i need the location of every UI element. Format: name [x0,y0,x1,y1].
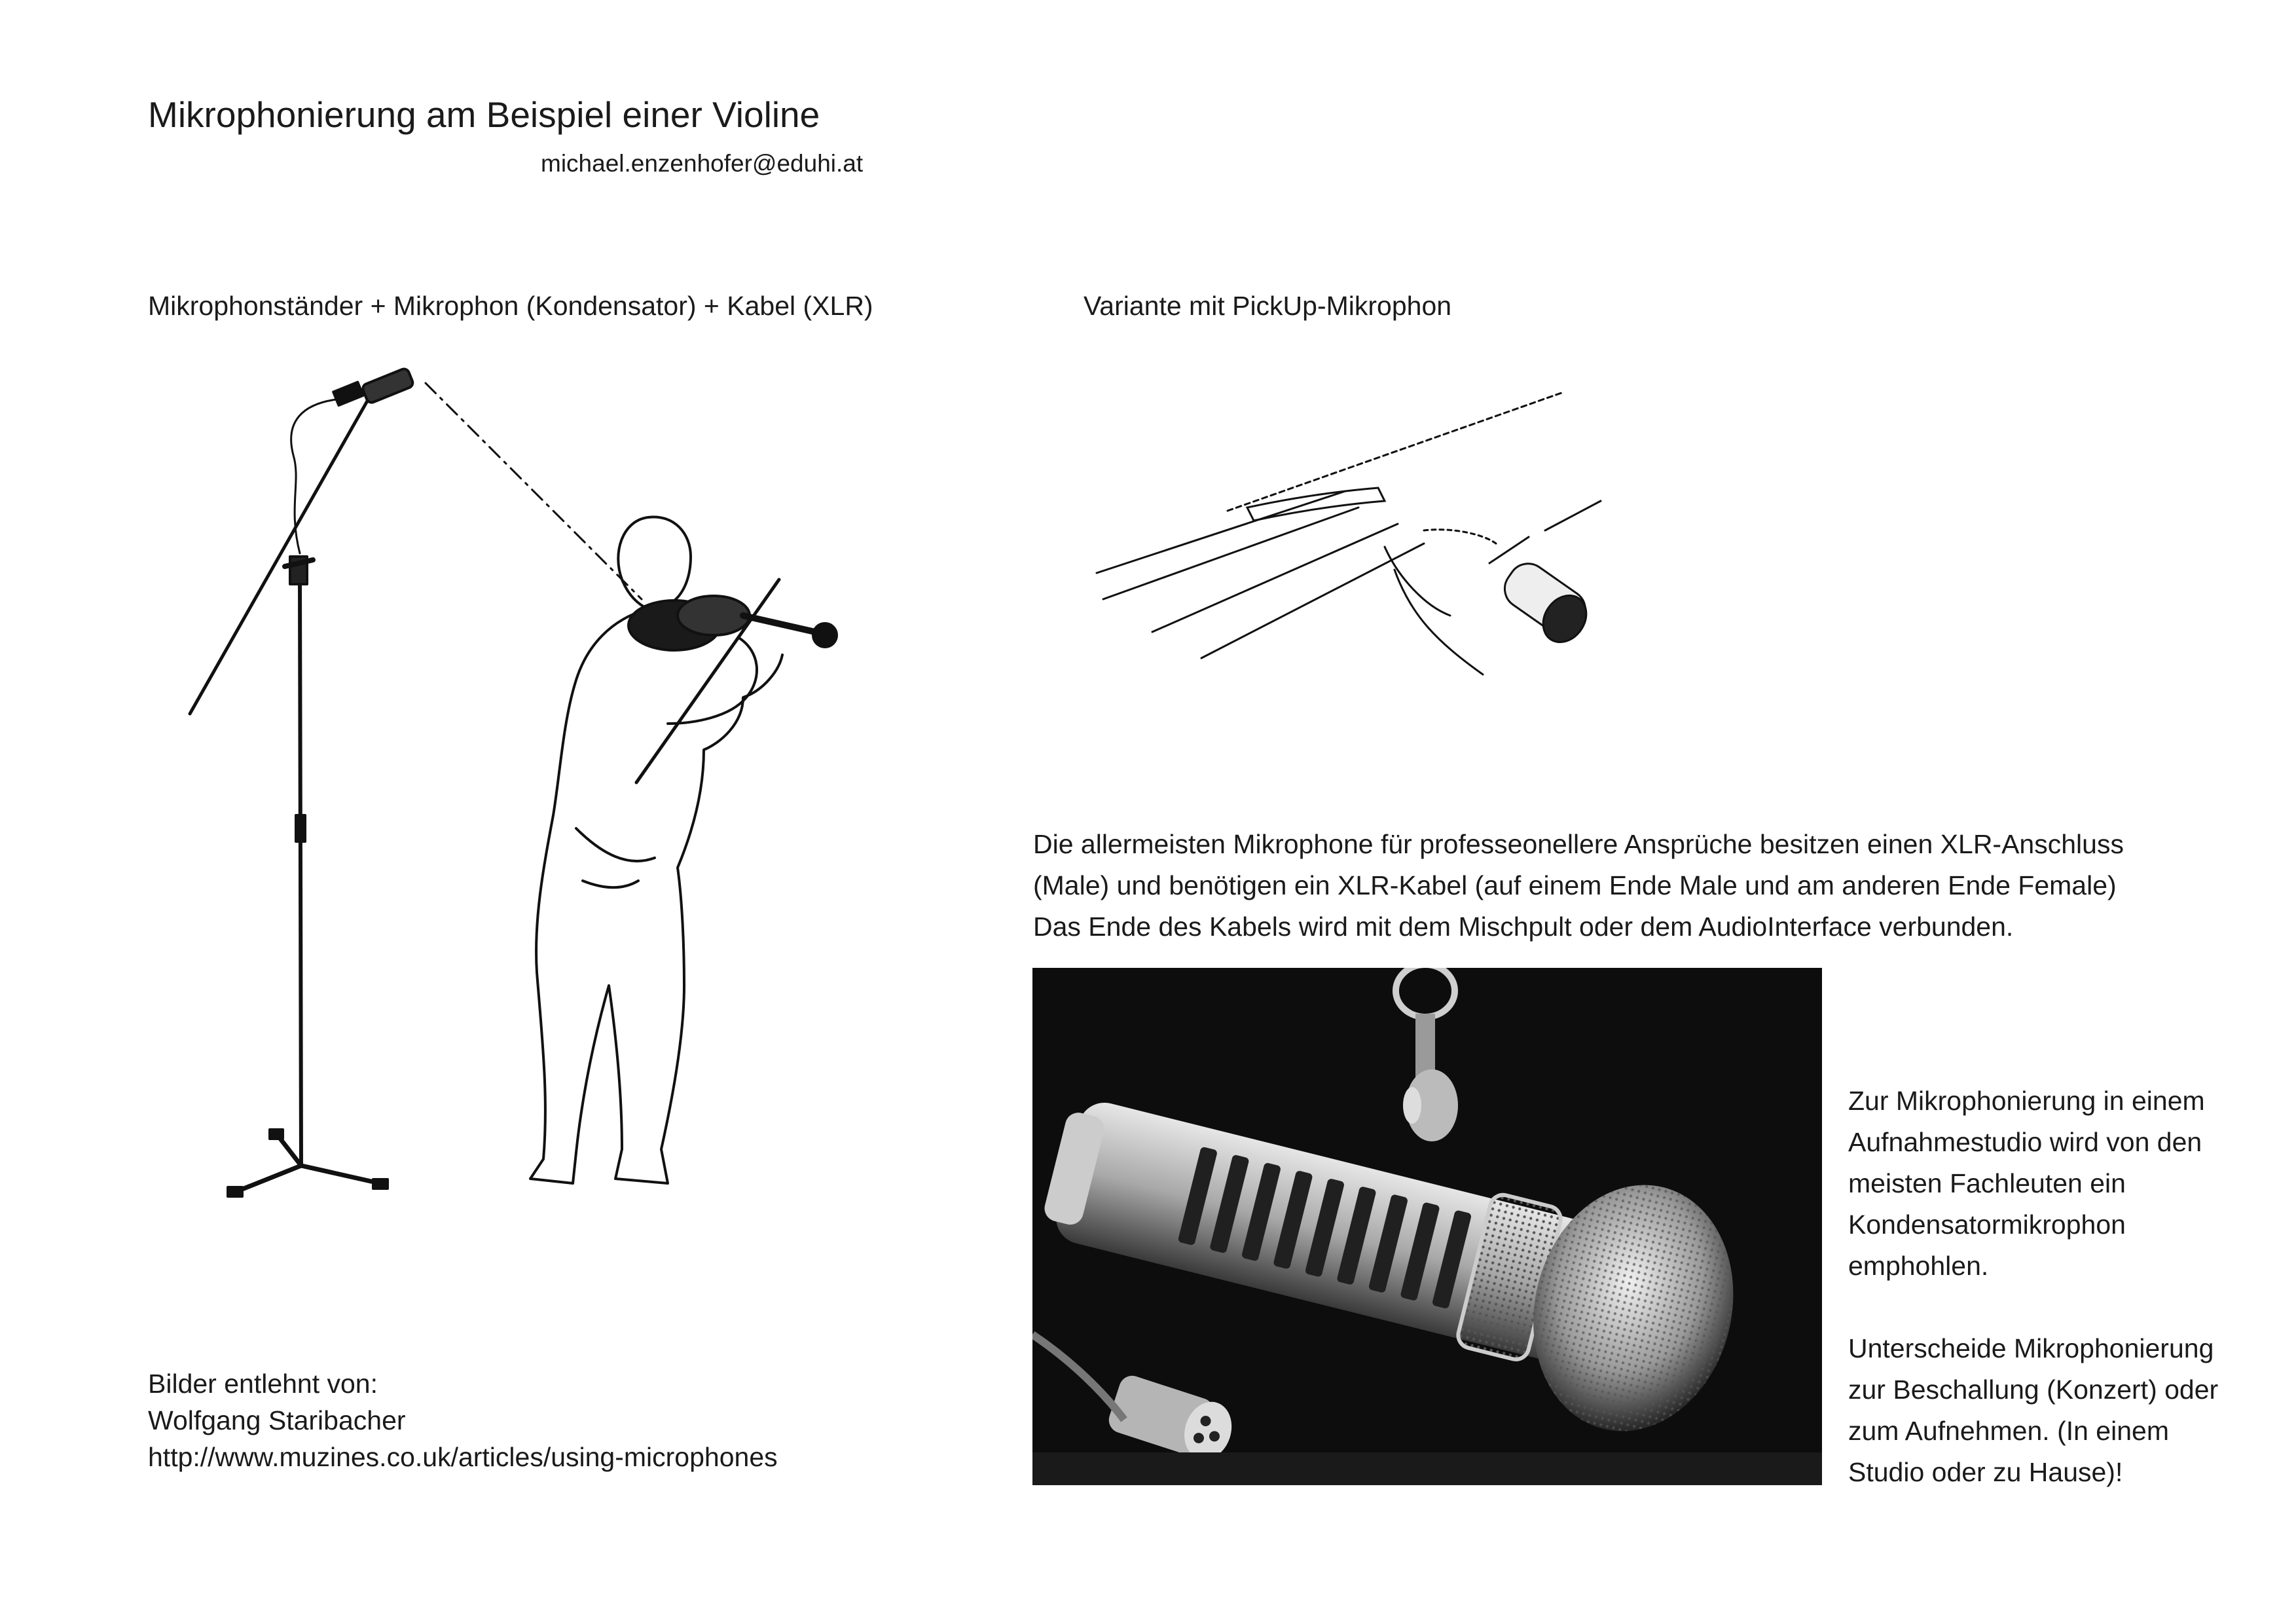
image-credits [148,1365,778,1475]
credits-url-link[interactable]: http://www.muzines.co.uk/articles/using-microphones [148,1442,778,1472]
side-text-line: Kondensatormikrophon [1848,1209,2126,1240]
violinist-with-mic-stand-illustration [151,357,871,1293]
pickup-microphone-illustration [1031,367,1620,694]
side-text-line: meisten Fachleuten ein [1848,1168,2126,1198]
paragraph-line: (Male) und benötigen ein XLR-Kabel (auf einem Ende Male und am anderen Ende Female) [1033,870,2117,900]
condenser-microphone-photo [1032,968,1822,1485]
credits-label: Bilder entlehnt von: [148,1369,378,1399]
paragraph-line: Die allermeisten Mikrophone für professeonellere Ansprüche besitzen einen XLR-Anschluss [1033,829,2124,859]
credits-author: Wolfgang Staribacher [148,1405,406,1435]
side-text-line: Studio oder zu Hause)! [1848,1457,2123,1487]
page-title: Mikrophonierung am Beispiel einer Violine [148,94,820,135]
side-text-line: zum Aufnehmen. (In einem [1848,1416,2169,1446]
right-section-heading: Variante mit PickUp-Mikrophon [1084,291,1452,321]
side-text-line: zur Beschallung (Konzert) oder [1848,1375,2219,1405]
author-email[interactable]: michael.enzenhofer@eduhi.at [541,150,864,177]
paragraph-line: Das Ende des Kabels wird mit dem Mischpult oder dem AudioInterface verbunden. [1033,912,2014,942]
xlr-explanation-paragraph [1033,824,2225,948]
recording-studio-note [1848,1080,2267,1493]
side-text-line: Aufnahmestudio wird von den [1848,1127,2202,1157]
left-section-heading: Mikrophonständer + Mikrophon (Kondensator) + Kabel (XLR) [148,291,873,321]
side-text-line: emphohlen. [1848,1251,1989,1281]
side-text-line: Zur Mikrophonierung in einem [1848,1086,2205,1116]
side-text-line: Unterscheide Mikrophonierung [1848,1333,2214,1363]
